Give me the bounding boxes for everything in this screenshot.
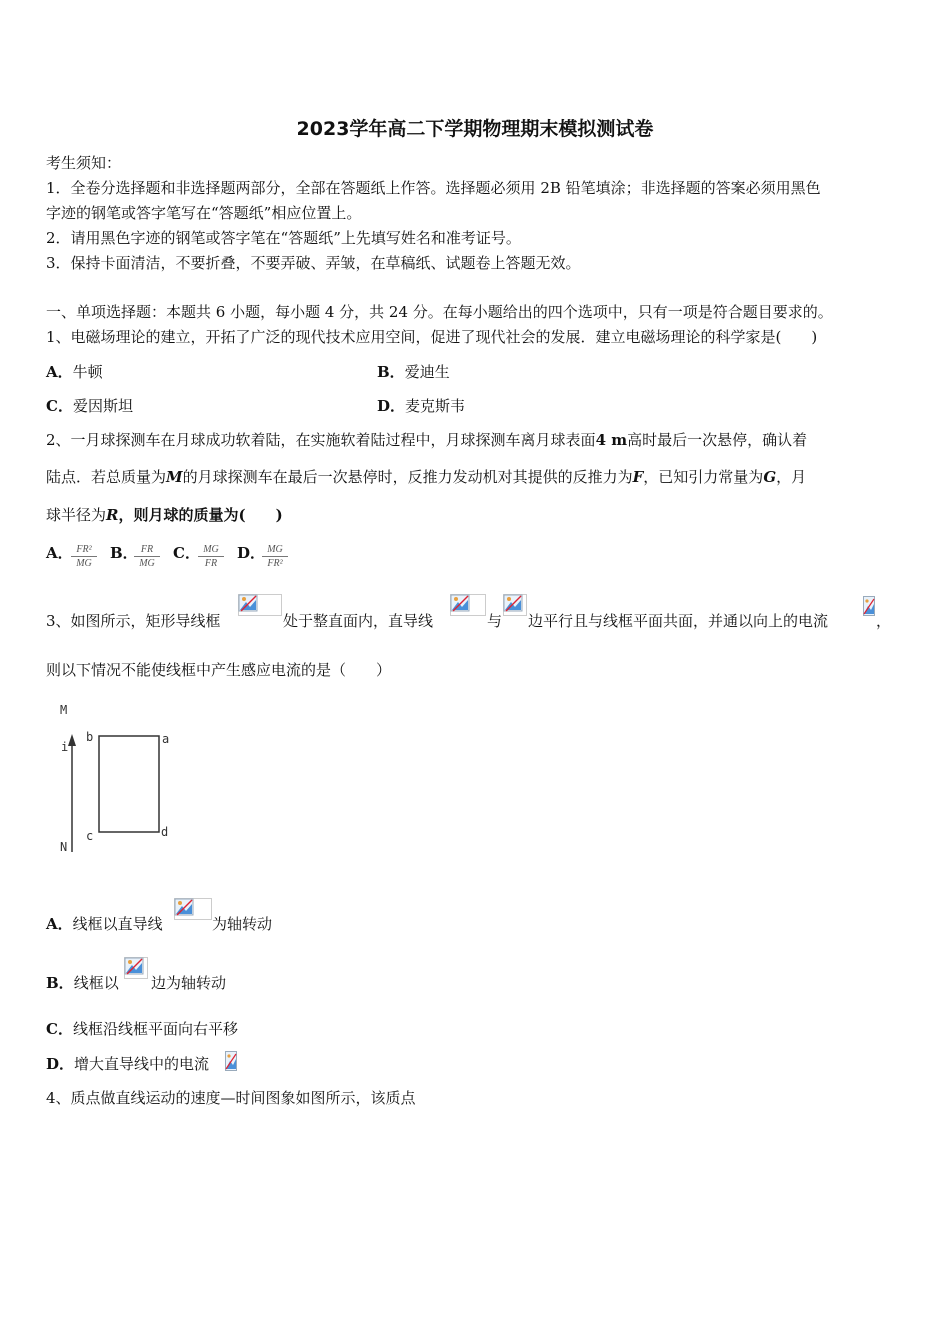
q3-option-c	[46, 1018, 238, 1039]
q1-stem: 1、电磁场理论的建立，开拓了广泛的现代技术应用空间，促进了现代社会的发展．建立电磁场理论的科学家是( )	[46, 328, 818, 346]
q3-option-b-text-1: 线框以	[73, 974, 119, 992]
q1-option-b-text: 爱迪生	[404, 363, 450, 381]
q3-option-d-label: D．	[46, 1055, 75, 1073]
label-n: N	[60, 840, 68, 854]
q1-option-a-label: A．	[46, 363, 73, 381]
broken-image-icon	[124, 957, 148, 979]
q2-height-value: 4 m	[595, 431, 628, 449]
broken-image-icon	[450, 594, 486, 616]
q2-option-a-numerator: FR²	[71, 543, 97, 557]
q2-var-m: M	[166, 468, 183, 486]
q2-option-a-fraction	[71, 543, 97, 571]
q2-var-f: F	[632, 468, 644, 486]
q2-option-b-fraction	[134, 543, 160, 571]
q3-option-a	[46, 913, 163, 934]
q2-line-1-text: 2、一月球探测车在月球成功软着陆，在实施软着陆过程中，月球探测车离月球表面	[46, 431, 596, 449]
q4-stem: 4、质点做直线运动的速度—时间图象如图所示，该质点	[46, 1089, 416, 1107]
q3-line-1b: 处于整直面内，直导线	[283, 612, 434, 630]
q3-option-b-label: B．	[46, 974, 74, 992]
q3-option-b-text-2: 边为轴转动	[151, 974, 227, 992]
q2-line-3b: ，则月球的质量为( )	[118, 506, 283, 524]
q1-option-a-text: 牛顿	[72, 363, 103, 381]
q2-option-d-numerator: MG	[262, 543, 288, 557]
q2-line-3	[46, 504, 283, 525]
q2-line-3a: 球半径为	[46, 506, 107, 524]
q3-option-a-label: A．	[46, 915, 73, 933]
q2-option-c-fraction	[198, 543, 224, 571]
q3-option-c-text: 线框沿线框平面向右平移	[72, 1020, 238, 1038]
current-arrow-icon	[68, 734, 76, 746]
broken-image-icon	[863, 596, 875, 616]
notice-line-3: 3．保持卡面清洁，不要折叠，不要弄破、弄皱，在草稿纸、试题卷上答题无效。	[46, 254, 581, 272]
label-c: c	[86, 829, 94, 843]
q1-option-a	[46, 361, 103, 382]
q2-var-g: G	[763, 468, 777, 486]
q2-option-b-denominator: MG	[139, 558, 155, 569]
q3-option-c-label: C．	[46, 1020, 73, 1038]
q1-option-c-label: C．	[46, 397, 73, 415]
notice-line-2: 2．请用黑色字迹的钢笔或答字笔在“答题纸”上先填写姓名和准考证号。	[46, 229, 521, 247]
q2-var-r: R	[106, 506, 119, 524]
q2-option-d-denominator: FR²	[267, 558, 283, 569]
q3-line-2: 则以下情况不能使线框中产生感应电流的是（ ）	[46, 661, 392, 679]
q3-line-1a: 3、如图所示，矩形导线框	[46, 612, 221, 630]
q2-line-1	[46, 429, 807, 450]
q2-option-a-denominator: MG	[76, 558, 92, 569]
q2-option-c-denominator: FR	[204, 558, 218, 569]
q1-option-d	[377, 395, 465, 416]
q3-option-b	[46, 972, 119, 993]
q2-line-1-end: 高时最后一次悬停，确认着	[627, 431, 808, 449]
q1-option-b-label: B．	[377, 363, 405, 381]
q1-option-d-text: 麦克斯韦	[405, 397, 466, 415]
q2-line-2	[46, 466, 806, 487]
wire-frame	[99, 736, 159, 832]
q2-option-b-numerator: FR	[134, 543, 160, 557]
label-a: a	[162, 732, 170, 746]
q2-line-2a: 陆点．若总质量为	[46, 468, 167, 486]
q2-line-2d: ，月	[776, 468, 807, 486]
q1-option-c-text: 爱因斯坦	[72, 397, 133, 415]
notice-line-1b: 字迹的钢笔或答字笔写在“答题纸”相应位置上。	[46, 204, 362, 222]
broken-image-icon	[174, 898, 212, 920]
q3-line-1c: 与	[487, 612, 503, 630]
q2-option-c-label: C．	[173, 544, 200, 562]
q3-option-d-text: 增大直导线中的电流	[74, 1055, 210, 1073]
label-d: d	[161, 825, 169, 839]
q3-line-1e: ，	[876, 612, 892, 630]
notice-heading: 考生须知：	[46, 154, 122, 172]
q2-line-2c: ，已知引力常量为	[643, 468, 764, 486]
q1-option-d-label: D．	[377, 397, 406, 415]
q3-line-1d: 边平行且与线框平面共面，并通以向上的电流	[528, 612, 829, 630]
q3-option-a-text-1: 线框以直导线	[72, 915, 163, 933]
q2-option-d-fraction	[262, 543, 288, 571]
broken-image-icon	[225, 1051, 237, 1071]
broken-image-icon	[503, 594, 527, 616]
label-m: M	[60, 703, 68, 717]
q2-option-d-label: D．	[237, 544, 266, 562]
label-i: i	[61, 740, 69, 754]
section-heading: 一、单项选择题：本题共 6 小题，每小题 4 分，共 24 分。在每小题给出的四个选项中，只有一项是符合题目要求的。	[46, 303, 833, 321]
q1-option-b	[377, 361, 450, 382]
notice-line-1a: 1．全卷分选择题和非选择题两部分，全部在答题纸上作答。选择题必须用 2B 铅笔填涂；非选择题的答案必须用黑色	[46, 179, 821, 197]
q2-line-2b: 的月球探测车在最后一次悬停时，反推力发动机对其提供的反推力为	[182, 468, 633, 486]
q3-option-a-text-2: 为轴转动	[212, 915, 273, 933]
q2-option-c-numerator: MG	[198, 543, 224, 557]
q2-option-a-label: A．	[46, 544, 73, 562]
broken-image-icon	[238, 594, 282, 616]
q1-option-c	[46, 395, 133, 416]
q3-option-d	[46, 1053, 209, 1074]
page-title: 2023学年高二下学期物理期末模拟测试卷	[296, 118, 654, 140]
label-b: b	[86, 730, 94, 744]
q2-option-b-label: B．	[110, 544, 138, 562]
q3-figure	[52, 700, 182, 860]
